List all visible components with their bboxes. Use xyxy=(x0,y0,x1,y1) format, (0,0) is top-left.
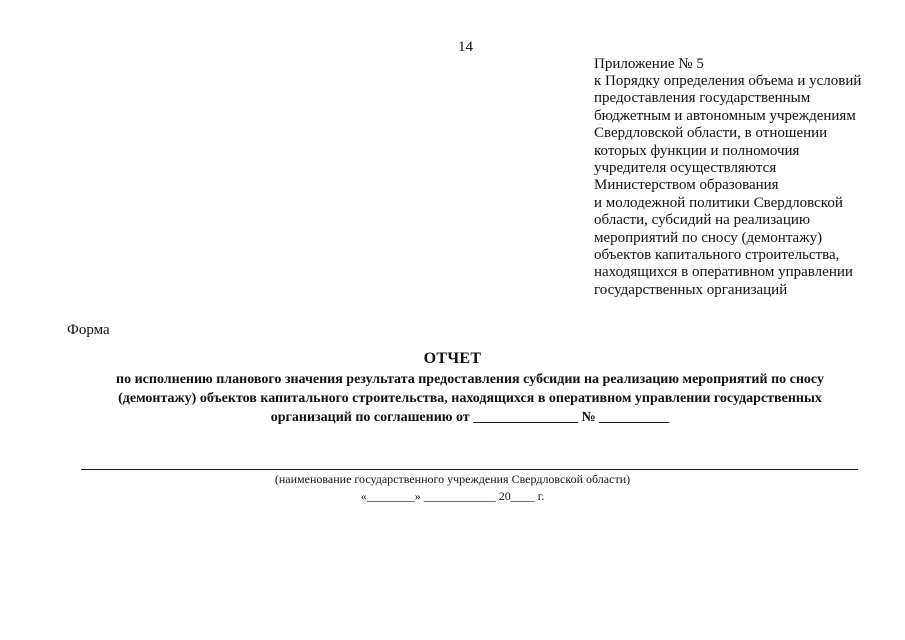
appendix-block xyxy=(594,55,894,299)
report-subtitle-line: (демонтажу) объектов капитального строительства, находящихся в оперативном управлении государственных xyxy=(118,391,822,406)
appendix-line: бюджетным и автономным учреждениям xyxy=(594,107,856,124)
appendix-line: и молодежной политики Свердловской xyxy=(594,194,843,211)
appendix-title: Приложение № 5 xyxy=(594,56,704,72)
report-subtitle-line: организаций по соглашению от _______________ № __________ xyxy=(270,410,670,425)
appendix-line: государственных организаций xyxy=(594,281,788,298)
appendix-line: находящихся в оперативном управлении xyxy=(594,264,853,281)
date-line: «________» ____________ 20____ г. xyxy=(360,489,545,503)
report-subtitle-line: по исполнению планового значения результата предоставления субсидии на реализацию мероприятий по сносу xyxy=(116,372,824,387)
appendix-line: учредителя осуществляются xyxy=(594,160,777,177)
appendix-line: которых функции и полномочия xyxy=(594,142,800,159)
organization-caption: (наименование государственного учреждения Свердловской области) xyxy=(274,472,631,486)
report-title: ОТЧЕТ xyxy=(423,350,482,367)
appendix-line: Министерством образования xyxy=(594,177,779,194)
page-number: 14 xyxy=(458,39,473,55)
report-subtitle xyxy=(70,370,870,427)
appendix-line: предоставления государственным xyxy=(594,90,811,107)
appendix-line: мероприятий по сносу (демонтажу) xyxy=(594,229,823,246)
appendix-line: области, субсидий на реализацию xyxy=(594,212,811,229)
form-label: Форма xyxy=(67,322,110,338)
appendix-line: к Порядку определения объема и условий xyxy=(594,73,862,89)
appendix-line: объектов капитального строительства, xyxy=(594,247,840,264)
organization-name-line xyxy=(81,469,858,470)
appendix-line: Свердловской области, в отношении xyxy=(594,125,828,142)
